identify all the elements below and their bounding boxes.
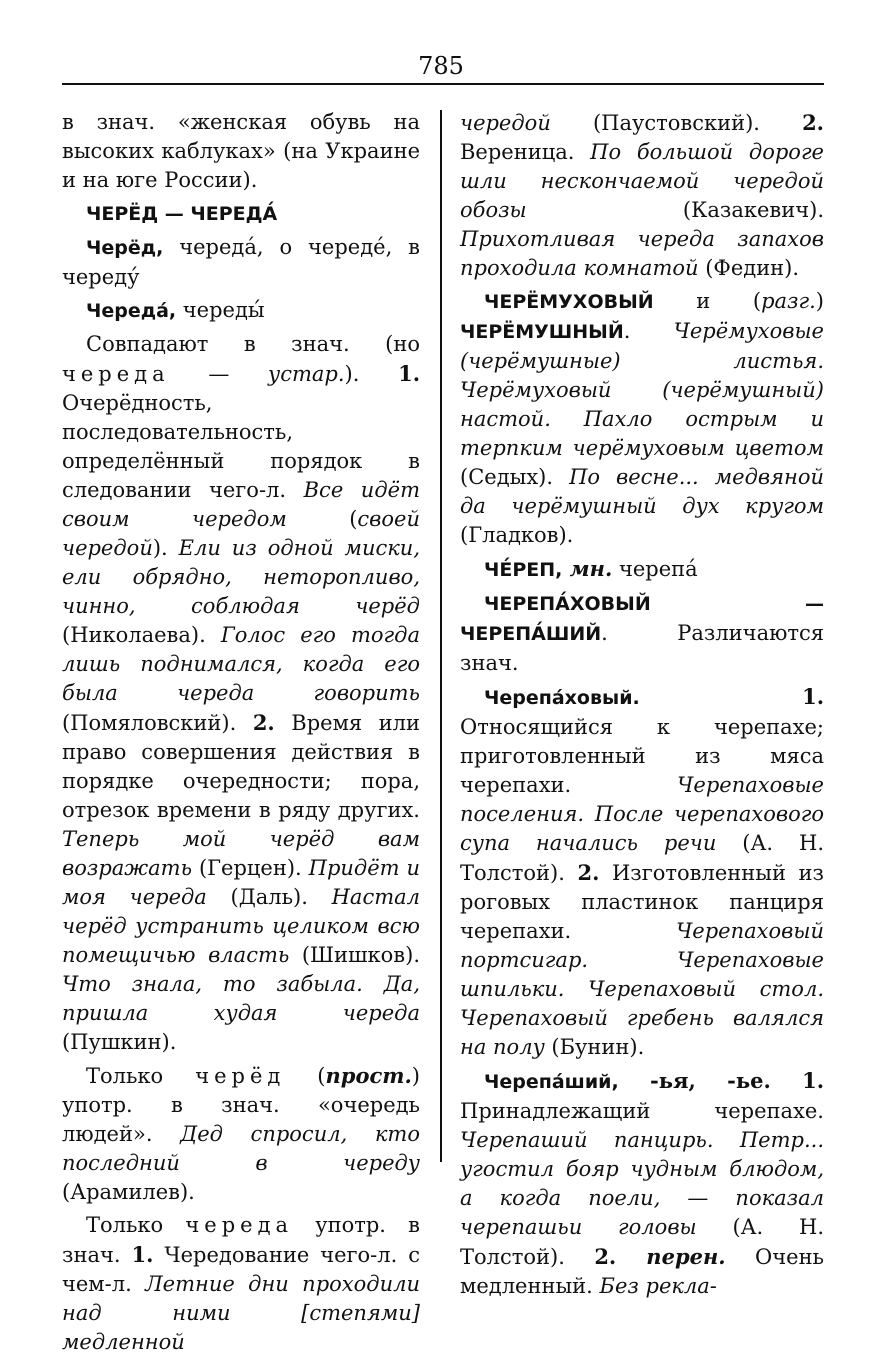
entry-chered-meanings: Совпадают в знач. (но череда — устар.). 1. Очерёдность, последовательность, определённый порядок в следовании чего-л. Все идёт своим чередом (своей чередой). Ели из одной миски, ели обрядно, неторопливо, чинно, соблюдая черёд (Николаева). Голос его тогда лишь поднимался, когда его была череда говорить (Помяловский). 2. Время или право совершения действия в порядке очередности; пора, отрезок времени в ряду других. Теперь мой черёд вам возражать (Герцен). Придёт и моя череда (Даль). Настал черёд устранить целиком всю помещичью власть (Шишков). Что знала, то забыла. Да, пришла худая череда (Пушкин). <box>62 332 421 1054</box>
entry-continuation: в знач. «женская обувь на высоких каблуках» (на Украине и на юге России). <box>62 110 420 192</box>
headword-chered-chereda: ЧЕРЁД — ЧЕРЕДА́ <box>86 203 278 225</box>
entry-chereda-only: Только череда употр. в знач. 1. Чередование чего-л. с чем-л. Летние дни проходили над ними [степями] медленной <box>62 1213 421 1354</box>
entry-chereda-forms: Череда́, череды́ <box>86 298 265 322</box>
header-rule <box>62 83 824 85</box>
page-number: 785 <box>418 52 464 80</box>
entry-cherepakhovyi: Черепа́ховый. 1. Относящийся к черепахе; приготовленный из мяса черепахи. Черепаховые поселения. После черепахового супа начались речи (А. Н. Толстой). 2. Изготовленный из роговых пластинок панциря черепахи. Черепаховый портсигар. Черепаховые шпильки. Черепаховый стол. Черепаховый гребень валялся на полу (Бунин). <box>460 684 824 1059</box>
entry-chered-colloquial: Только черёд (прост.) употр. в знач. «очередь людей». Дед спросил, кто последний в череду (Арамилев). <box>62 1063 420 1204</box>
entry-cherep: ЧЕ́РЕП, мн. черепа́ <box>484 556 698 581</box>
entry-chered-forms: Черёд, череда́, о череде́, в череду́ <box>62 235 420 289</box>
left-column <box>62 108 420 1357</box>
right-column <box>460 108 824 1301</box>
entry-cheryomukhovyi: ЧЕРЁМУХОВЫЙ и (разг.) ЧЕРЁМУШНЫЙ. Черёмуховые (черёмушные) листья. Черёмуховый (черёмушный) настой. Пахло острым и терпким черёмуховым цветом (Седых). По весне... медвяной да черёмушный дух кругом (Гладков). <box>460 289 824 547</box>
headword-cherepakhovyi-cherepashii: ЧЕРЕПА́ХОВЫЙ — ЧЕРЕПА́ШИЙ. Различаются знач. <box>460 593 824 675</box>
entry-cherepashii: Черепа́ший, -ья, -ье. 1. Принадлежащий черепахе. Черепаший панцирь. Петр... угостил бояр чудным блюдом, а когда поели, — показал черепашьи головы (А. Н. Толстой). 2. перен. Очень медленный. Без рекла- <box>460 1068 824 1298</box>
column-divider <box>440 110 442 1162</box>
entry-chereda-continuation: чередой (Паустовский). 2. Вереница. По большой дороге шли нескончаемой чередой обозы (Казакевич). Прихотливая череда запахов проходила комнатой (Федин). <box>460 110 824 280</box>
